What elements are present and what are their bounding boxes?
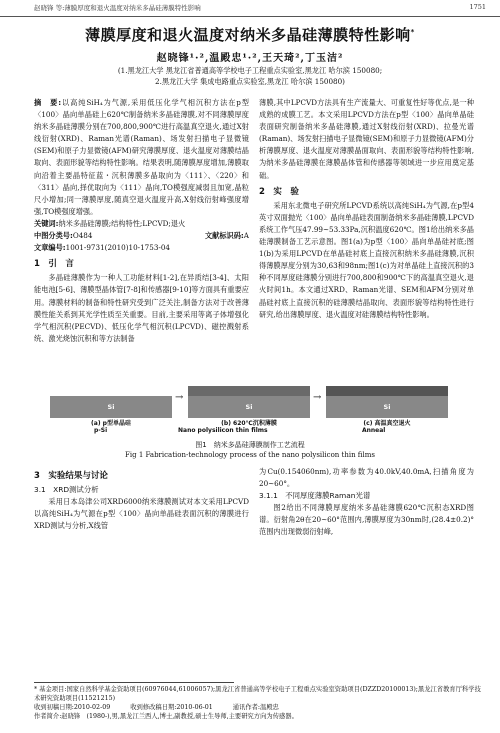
received-date: 收到初稿日期:2010-02-09 — [34, 704, 111, 711]
keywords-text: 纳米多晶硅薄膜;结构特性;LPCVD;退火 — [58, 218, 186, 228]
footnote-rule — [34, 682, 234, 683]
figure-panel-c — [326, 378, 448, 418]
panel-b-caption: (b) 620℃沉积薄膜 — [221, 420, 277, 427]
corresponding-author: 通讯作者:温殿忠 — [232, 704, 279, 711]
clc-value: O484 — [72, 231, 93, 241]
subsection-3-1-1-heading: 3.1.1 不同厚度薄膜Raman光谱 — [259, 491, 371, 501]
subsection-3-1-heading: 3.1 XRD测试分析 — [34, 485, 99, 495]
abstract-label: 摘 要: — [34, 98, 62, 107]
paper-title-text: 薄膜厚度和退火温度对纳米多晶硅薄膜特性影响 — [85, 26, 411, 44]
paper-title — [0, 24, 500, 45]
affiliation-1: (1.黑龙江大学 黑龙江省普通高等学校电子工程重点实验室,黑龙江 哈尔滨 150080; — [117, 66, 383, 75]
xrd-results-text: 图2给出不同薄膜厚度纳米多晶硅薄膜620℃沉积态XRD图谱。衍射角2θ在20~60°范围内,薄膜厚度为30nm时,(28.4±0.2)°范围内出现微弱衍射峰, — [259, 503, 474, 537]
figure-1-caption-en: Fig 1 Fabrication-technology process of the nano polysilicon thin films — [125, 451, 375, 459]
section-2-heading: 2 实 验 — [259, 186, 299, 197]
doc-code-value: A — [243, 231, 249, 241]
page-number: 1751 — [469, 3, 486, 11]
footnote — [34, 685, 486, 721]
author-bio: 作者简介:赵晓锋 (1980-),男,黑龙江兰西人,博士,副教授,硕士生导师,主要研究方向为传感器。 — [34, 713, 298, 720]
figure-1 — [50, 378, 450, 438]
classification-line — [34, 230, 249, 242]
title-footnote-mark: * — [410, 28, 415, 36]
running-header — [0, 0, 500, 17]
panel-a-caption: (a) p型单晶硅 — [91, 420, 131, 427]
affiliation-2: 2.黑龙江大学 集成电路重点实验室,黑龙江 哈尔滨 150080) — [155, 77, 345, 86]
authors: 赵晓锋¹·²,温殿忠¹·²,王天琦²,丁玉洁² — [156, 53, 344, 64]
abstract-text: 以高纯SiH₄为气源,采用低压化学气相沉积方法在p型〈100〉晶向单晶硅上620℃制备纳米多晶硅薄膜,对不同薄膜厚度纳米多晶硅薄膜分别在700,800,900℃进行高温真空退火,通过X射线衍射(XRD)、Raman光谱(Raman)、场发射扫描电子显微镜(SEM)和原子力显微镜(AFM)研究薄膜厚度、退火温度对薄膜结晶取向、表面形貌等结构特性影响。结果表明,随薄膜厚度增加,薄膜取向沿着主要晶特征蓝・沉积薄膜多晶取向为〈111〉、〈220〉和〈311〉晶向,择优取向为〈111〉晶向,TO模强度减弱且加宽,晶粒尺小增加;同一薄膜厚度,随真空退火温度升高,X射线衍射峰强度增强,TO模强度增强。 — [34, 98, 249, 216]
clc-label: 中图分类号: — [34, 231, 73, 241]
section-3-text: 采用日本岛津公司XRD6000纳米薄膜测试对本文采用LPCVD以高纯SiH₄为气源在p型〈100〉晶向单晶硅表面沉积的薄膜进行XRD测试与分析,X线管 — [34, 497, 249, 531]
article-number — [34, 242, 249, 254]
footnote-dates — [34, 703, 486, 712]
article-no-value: 1001-9731(2010)10-1753-04 — [65, 243, 170, 253]
article-no-label: 文章编号: — [34, 243, 66, 253]
right-column-bottom — [259, 466, 474, 539]
keywords-label: 关键词: — [34, 218, 59, 228]
abstract — [34, 97, 249, 218]
right-column-top — [259, 97, 474, 321]
section-1-text: 多晶硅薄膜作为一种人工功能材料[1-2],在异质结[3-4]、太阳能电池[5-6]、薄膜型晶体管[7-8]和传感器[9-10]等方面具有重要应用。薄膜材料的制备和特性研究受到广泛关注,制备方法对于改善薄膜性能关系到其光学性质至关重要。目前,主要采用等离子体增强化学气相沉积(PECVD)、低压化学气相沉积(LPCVD)、磁控溅射系统、激光烧蚀沉积和等方法制备 — [34, 273, 249, 343]
arrow-icon: → — [175, 392, 184, 403]
figure-panel-a — [50, 378, 172, 418]
doc-code-label: 文献标识码: — [204, 231, 244, 241]
section-2-text: 采用东北微电子研究所LPCVD系统以高纯SiH₄为气源,在p型4英寸双面抛光〈100〉晶向单晶硅表面制备纳米多晶硅薄膜,LPCVD系统工作气压47.99~53.33Pa,沉积温度620℃。图1给出纳米多晶硅薄膜制备工艺示意图。图1(a)为p型〈100〉晶向单晶硅衬底;图1(b)为采用LPCVD在单晶硅衬底上直接沉积纳米多晶硅薄膜,沉积得薄膜厚度分别为30,63和98nm;图1(c)为对单晶硅上直接沉积的3种不同厚度硅薄膜分别进行700,800和900℃下的高温真空退火,退火时间1h。本文通过XRD、Raman光谱、SEM和AFM分别对单晶硅衬底上直接沉积的硅薄膜结晶取向、表面形貌等结构特性进行研究,给出薄膜厚度、退火温度对硅薄膜结构特性影响。 — [259, 200, 474, 319]
figure-panel-b — [188, 378, 310, 418]
keywords — [34, 218, 249, 230]
thin-film-layer — [188, 386, 310, 396]
substrate-c: Si — [326, 396, 448, 418]
footnote-fund: * 基金项目:国家自然科学基金资助项目(60976044,61006057);黑龙江省普通高等学校电子工程重点实验室资助项目(DZZD20100013);黑龙江省教育厅科学技术研究资助项目(11521215) — [34, 686, 481, 702]
substrate-b: Si — [188, 396, 310, 418]
panel-c-caption: (c) 高温真空退火 — [363, 420, 411, 427]
psi-label: p-Si — [94, 427, 108, 434]
section-3-heading: 3 实验结果与讨论 — [34, 471, 108, 481]
section-1-heading: 1 引 言 — [34, 259, 74, 270]
arrow-icon: → — [313, 392, 322, 403]
left-column-top — [34, 97, 249, 345]
left-column-bottom — [34, 466, 249, 532]
film-label: Nano polysilicon thin films — [178, 427, 268, 434]
substrate-a: Si — [50, 396, 172, 418]
figure-1-caption-cn: 图1 纳米多晶硅薄膜制作工艺流程 — [195, 441, 305, 449]
anneal-label: Anneal — [362, 427, 386, 434]
intro-continued: 薄膜,其中LPCVD方法具有生产流量大、可重复性好等优点,是一种成熟的成膜工艺。本文采用LPCVD方法在p型〈100〉晶向单晶硅表面研究制备纳米多晶硅薄膜,通过X射线衍射(XRD)、拉曼光谱(Raman)、场发射扫描电子显微镜(SEM)和原子力显微镜(AFM)分析薄膜厚度、退火温度对薄膜晶面取向、表面形貌等结构特性影响,为纳米多晶硅薄膜在薄膜晶体管和传感器等领域进一步应用奠定基础。 — [259, 98, 474, 180]
running-header-left: 赵晓锋 等:薄膜厚度和退火温度对纳米多晶硅薄膜特性影响 — [34, 4, 201, 12]
annealed-film-layer — [326, 386, 448, 396]
revised-date: 收到修改稿日期:2010-06-01 — [130, 704, 213, 711]
xrd-params: 为Cu(0.154060nm),功率参数为40.0kV,40.0mA,扫描角度为20~60°。 — [259, 467, 474, 489]
